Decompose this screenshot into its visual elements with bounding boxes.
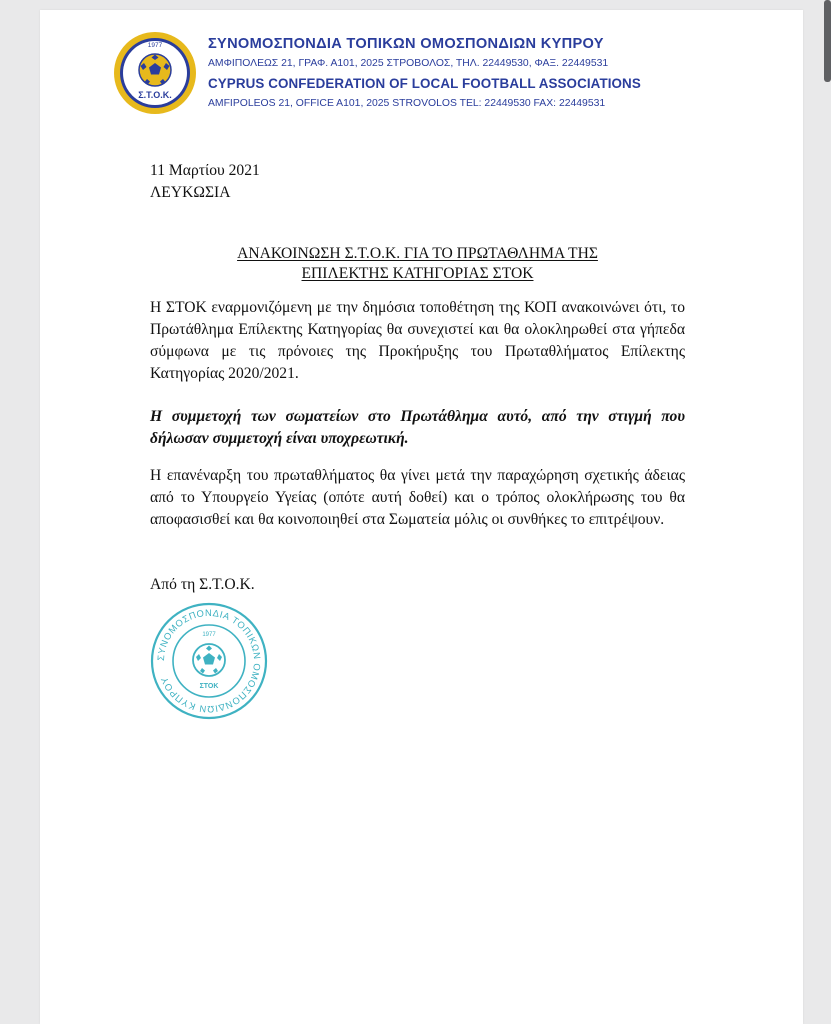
english-org-name: CYPRUS CONFEDERATION OF LOCAL FOOTBALL ASSOCIATIONS [208, 76, 641, 91]
greek-org-name: ΣΥΝΟΜΟΣΠΟΝΔΙΑ ΤΟΠΙΚΩΝ ΟΜΟΣΠΟΝΔΙΩΝ ΚΥΠΡΟΥ [208, 36, 604, 52]
stamp-abbr: ΣΤΟΚ [199, 683, 219, 690]
stamp-year: 1977 [202, 632, 216, 638]
announcement-title [150, 244, 685, 284]
letter-date: 11 Μαρτίου 2021 [150, 162, 260, 179]
logo-abbr: Σ.Τ.Ο.Κ. [138, 90, 172, 100]
letterhead-text [208, 34, 641, 112]
stamp-ring-text: ΣΥΝΟΜΟΣΠΟΝΔΙΑ ΤΟΠΙΚΩΝ ΟΜΟΣΠΟΝΔΙΩΝ ΚΥΠΡΟΥ [154, 606, 264, 716]
greek-address: ΑΜΦΙΠΟΛΕΩΣ 21, ΓΡΑΦ. Α101, 2025 ΣΤΡΟΒΟΛΟΣ, ΤΗΛ. 22449530, ΦΑΞ. 22449531 [208, 58, 609, 69]
title-line-2: ΕΠΙΛΕΚΤΗΣ ΚΑΤΗΓΟΡΙΑΣ ΣΤΟΚ [301, 265, 534, 282]
title-line-1: ΑΝΑΚΟΙΝΩΣΗ Σ.Τ.Ο.Κ. ΓΙΑ ΤΟ ΠΡΩΤΑΘΛΗΜΑ ΤΗΣ [237, 245, 598, 262]
paragraph-3: Η επανέναρξη του πρωταθλήματος θα γίνει μετά την παραχώρηση σχετικής άδειας από το Υπουργείο Υγείας (οπότε αυτή δοθεί) και ο τρόπος ολοκλήρωσης του θα αποφασισθεί και θα κοινοποιηθεί στα Σωματεία μόλις οι συνθήκες το επιτρέψουν. [150, 467, 685, 528]
stamp-icon [148, 600, 270, 722]
english-address: AMFIPOLEOS 21, OFFICE A101, 2025 STROVOLOS TEL: 22449530 FAX: 22449531 [208, 98, 606, 109]
letterhead [112, 30, 732, 125]
paragraph-2-bold: Η συμμετοχή των σωματείων στο Πρωτάθλημα αυτό, από την στιγμή που δήλωσαν συμμετοχή είναι υποχρεωτική. [150, 408, 685, 447]
date-location-block [150, 160, 260, 204]
scroll-indicator[interactable] [824, 0, 831, 82]
stok-logo-icon [112, 30, 198, 116]
letter-city: ΛΕΥΚΩΣΙΑ [150, 184, 231, 201]
signoff: Από τη Σ.Τ.Ο.Κ. [150, 576, 255, 593]
logo-year: 1977 [147, 42, 163, 49]
paragraph-1: Η ΣΤΟΚ εναρμονιζόμενη με την δημόσια τοποθέτηση της ΚΟΠ ανακοινώνει ότι, το Πρωτάθλημα Επίλεκτης Κατηγορίας θα συνεχιστεί και θα ολοκληρωθεί στα γήπεδα σύμφωνα με τις πρόνοιες της Προκήρυξης του Πρωταθλήματος Επίλεκτης Κατηγορίας 2020/2021. [150, 299, 685, 382]
